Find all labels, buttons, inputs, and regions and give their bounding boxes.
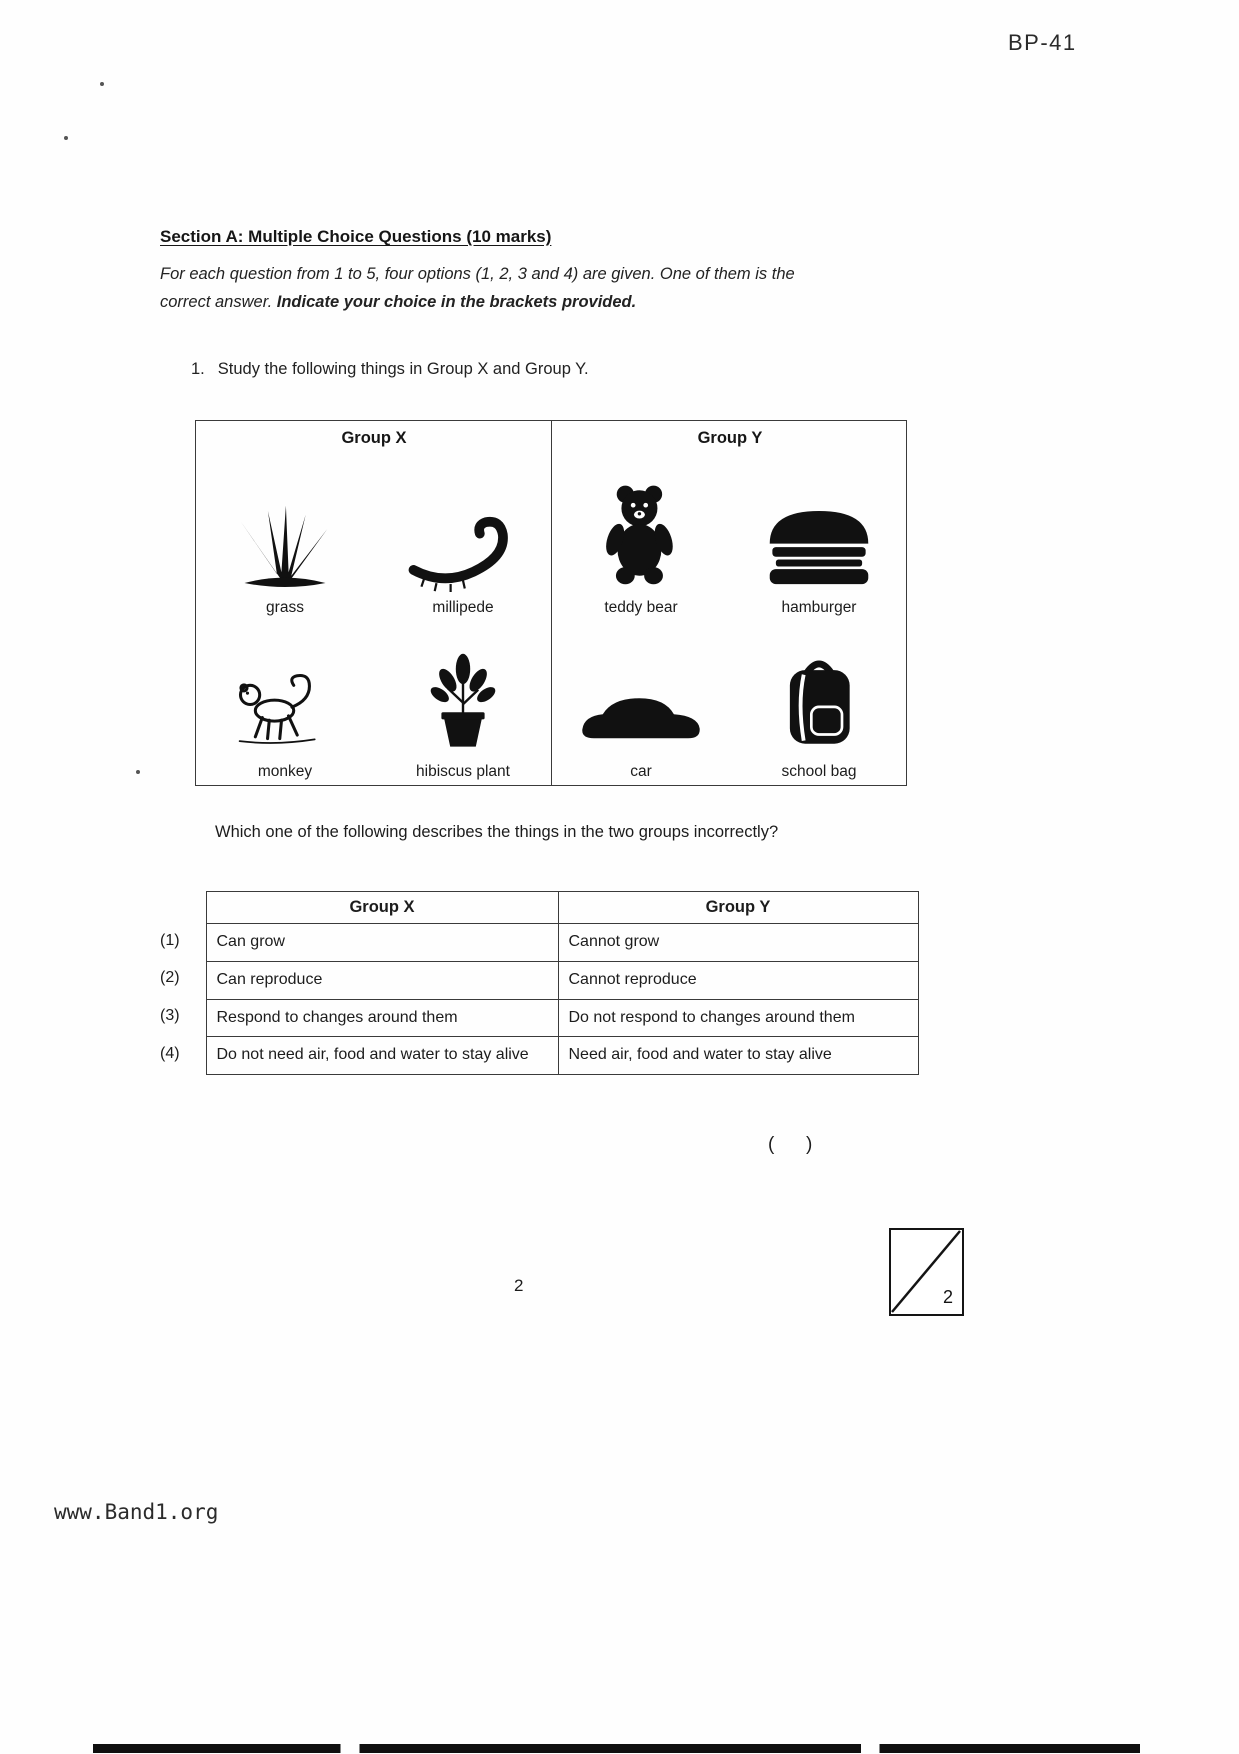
corner-diagonal-box: [889, 1228, 964, 1316]
millipede-icon: [399, 472, 527, 592]
scan-speck: [100, 82, 104, 86]
group-item: [552, 457, 730, 621]
corner-number: 2: [942, 1287, 953, 1307]
page-number: 2: [514, 1276, 524, 1295]
option-number-spacer: [160, 892, 206, 924]
item-label: grass: [266, 599, 304, 616]
option-number: (3): [160, 1007, 180, 1025]
item-label: teddy bear: [604, 599, 678, 616]
item-label: car: [630, 763, 652, 780]
instructions-line2: correct answer.: [160, 293, 277, 312]
option-row: [160, 1037, 918, 1075]
option-row: [160, 961, 918, 999]
options-table: [160, 891, 919, 1075]
scan-speck: [64, 136, 68, 140]
option-number: (1): [160, 931, 180, 949]
school-bag-icon: [773, 636, 865, 756]
option-number: (2): [160, 969, 180, 987]
group-x-cells: [196, 457, 552, 785]
hibiscus-plant-icon: [419, 636, 507, 756]
footer-url: www.Band1.org: [54, 1500, 219, 1524]
item-label: monkey: [257, 763, 313, 780]
question-number: 1.: [191, 360, 205, 378]
option-x-cell: Respond to changes around them: [206, 999, 558, 1037]
group-item: [374, 457, 552, 621]
option-y-cell: Cannot grow: [558, 924, 918, 962]
section-instructions: [160, 260, 930, 316]
group-y-cells: [552, 457, 908, 785]
group-item: [730, 457, 908, 621]
section-heading: Section A: Multiple Choice Questions (10 marks): [160, 227, 552, 246]
instructions-line1: For each question from 1 to 5, four options (1, 2, 3 and 4) are given. One of them is the: [160, 265, 795, 283]
group-item: [730, 621, 908, 785]
group-item: [552, 621, 730, 785]
group-item: [196, 457, 374, 621]
question-1: [191, 360, 589, 379]
scan-edge-bar: [0, 1744, 1239, 1753]
option-row: [160, 999, 918, 1037]
group-item: [196, 621, 374, 785]
group-y-header: Group Y: [697, 429, 763, 447]
option-x-cell: Can reproduce: [206, 961, 558, 999]
grass-icon: [226, 472, 344, 592]
scan-speck: [136, 770, 140, 774]
option-y-cell: Need air, food and water to stay alive: [558, 1037, 918, 1075]
option-row: [160, 924, 918, 962]
option-number: (4): [160, 1044, 180, 1062]
options-header-row: [160, 892, 918, 924]
sub-question: Which one of the following describes the things in the two groups incorrectly?: [215, 823, 779, 841]
options-header-x: Group X: [206, 892, 558, 924]
group-item: [374, 621, 552, 785]
option-x-cell: Can grow: [206, 924, 558, 962]
item-label: school bag: [781, 763, 857, 780]
car-icon: [574, 636, 708, 756]
question-prompt: Study the following things in Group X and Group Y.: [217, 360, 589, 378]
option-x-cell: Do not need air, food and water to stay alive: [206, 1037, 558, 1075]
item-label: millipede: [432, 599, 494, 616]
option-y-cell: Cannot reproduce: [558, 961, 918, 999]
answer-brackets: ( ): [768, 1134, 813, 1155]
groups-picture-table: [195, 420, 907, 786]
item-label: hamburger: [781, 599, 857, 616]
instructions-line2-bold: Indicate your choice in the brackets provided.: [276, 293, 637, 312]
hamburger-icon: [757, 472, 881, 592]
doc-code: BP-41: [1008, 30, 1077, 55]
group-x-header: Group X: [341, 429, 407, 447]
teddy-bear-icon: [594, 472, 688, 592]
monkey-icon: [223, 636, 347, 756]
item-label: hibiscus plant: [416, 763, 510, 780]
options-header-y: Group Y: [558, 892, 918, 924]
option-y-cell: Do not respond to changes around them: [558, 999, 918, 1037]
